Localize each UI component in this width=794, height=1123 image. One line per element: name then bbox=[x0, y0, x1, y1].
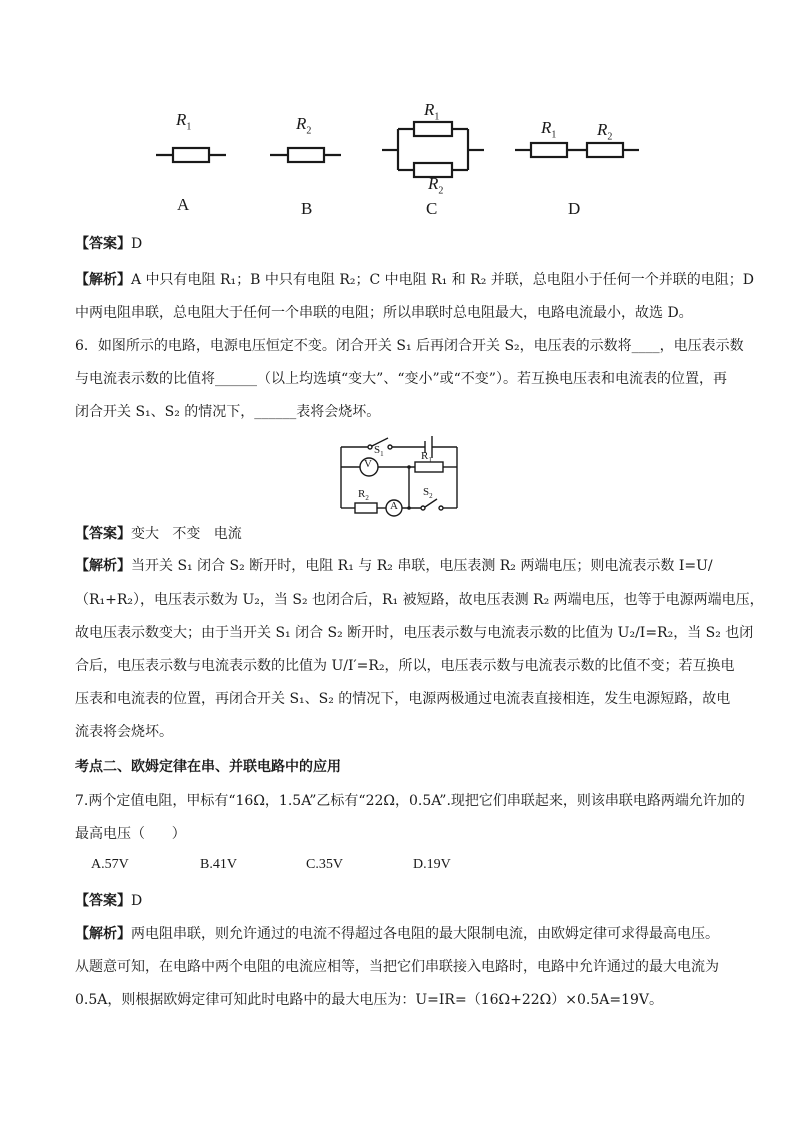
junction-dot bbox=[407, 465, 411, 469]
answer-tag: 【答案】 bbox=[75, 893, 131, 909]
option-label-a: A bbox=[177, 195, 190, 214]
answer-tag: 【答案】 bbox=[75, 526, 131, 542]
label-r2: $R_2$ bbox=[358, 488, 369, 503]
q7-analysis-line-1: 【解析】两电阻串联，则允许通过的电流不得超过各电阻的最大限制电流，由欧姆定律可求得最高电压。 bbox=[75, 926, 719, 942]
switch-s2-blade bbox=[425, 499, 437, 507]
s1-contact bbox=[388, 445, 392, 449]
label-s1: $S_1$ bbox=[374, 444, 384, 459]
q5-analysis-line-2: 中两电阻串联，总电阻大于任何一个串联的电阻；所以串联时总电阻最大，电路电流最小，故选 D。 bbox=[75, 305, 693, 321]
q7-analysis-line-2: 从题意可知，在电路中两个电阻的电流应相等，当把它们串联接入电路时，电路中允许通过的最大电流为 bbox=[75, 959, 719, 975]
q7-stem-line-1: 7.两个定值电阻，甲标有“16Ω，1.5A”乙标有“22Ω，0.5A”.现把它们串联起来，则该串联电路两端允许加的 bbox=[75, 793, 745, 809]
label-s2: $S_2$ bbox=[423, 486, 433, 501]
resistor-r2-b bbox=[288, 148, 324, 162]
q7-analysis-line-3: 0.5A，则根据欧姆定律可知此时电路中的最大电压为：U=IR=（16Ω+22Ω）×0.5A=19V。 bbox=[75, 992, 664, 1008]
q6-analysis-line-4: 合后，电压表示数与电流表示数的比值为 U/I′=R₂，所以，电压表示数与电流表示数的比值不变；若互换电 bbox=[75, 658, 735, 674]
q7-option-d: D.19V bbox=[413, 857, 451, 872]
q5-answer bbox=[75, 234, 723, 254]
analysis-tag: 【解析】 bbox=[75, 272, 131, 288]
q5-analysis-line-1: 【解析】A 中只有电阻 R₁；B 中只有电阻 R₂；C 中电阻 R₁ 和 R₂ 并联，总电阻小于任何一个并联的电阻；D bbox=[75, 272, 754, 288]
q6-stem-line-2: 与电流表示数的比值将______（以上均选填“变大”、“变小”或“不变”）。若互换电压表和电流表的位置，再 bbox=[75, 371, 727, 387]
answer-value: D bbox=[131, 893, 143, 909]
q6-analysis-line-5: 压表和电流表的位置，再闭合开关 S₁、S₂ 的情况下，电源两极通过电流表直接相连，发生电源短路，故电 bbox=[75, 691, 731, 707]
label-r2-c: $R_2$ bbox=[428, 174, 444, 197]
q6-answer bbox=[75, 524, 723, 544]
junction-dot bbox=[407, 506, 411, 510]
s2-contact bbox=[439, 506, 443, 510]
q7-answer bbox=[75, 891, 723, 911]
q6-stem-line-3: 闭合开关 S₁、S₂ 的情况下，______表将会烧坏。 bbox=[75, 404, 381, 420]
label-r2-b: $R_2$ bbox=[296, 114, 312, 137]
q7-option-a: A.57V bbox=[91, 857, 129, 872]
option-label-c: C bbox=[426, 199, 438, 218]
s2-contact bbox=[421, 506, 425, 510]
resistor-diagrams bbox=[0, 0, 794, 230]
analysis-tag: 【解析】 bbox=[75, 558, 131, 574]
label-r1: $R_1$ bbox=[421, 450, 432, 465]
analysis-tag: 【解析】 bbox=[75, 926, 131, 942]
q6-analysis-line-3: 故电压表示数变大；由于当开关 S₁ 闭合 S₂ 断开时，电压表示数与电流表示数的比值为 U₂/I=R₂，当 S₂ 也闭 bbox=[75, 625, 754, 641]
answer-value: 变大 不变 电流 bbox=[131, 526, 242, 542]
resistor-r2 bbox=[355, 503, 377, 513]
resistor-r1-d bbox=[531, 143, 567, 157]
option-label-b: B bbox=[301, 199, 313, 218]
label-r2-d: $R_2$ bbox=[597, 120, 613, 143]
answer-tag: 【答案】 bbox=[75, 236, 131, 252]
section-heading: 考点二、欧姆定律在串、并联电路中的应用 bbox=[75, 759, 341, 775]
q7-option-c: C.35V bbox=[306, 857, 343, 872]
resistor-r1-a bbox=[173, 148, 209, 162]
q6-analysis-line-1: 【解析】当开关 S₁ 闭合 S₂ 断开时，电阻 R₁ 与 R₂ 串联，电压表测 R₂ 两端电压；则电流表示数 I=U/ bbox=[75, 558, 713, 574]
voltmeter-symbol: V bbox=[364, 458, 372, 470]
q6-stem-line-1: 6．如图所示的电路，电源电压恒定不变。闭合开关 S₁ 后再闭合开关 S₂，电压表的示数将____，电压表示数 bbox=[75, 338, 744, 354]
answer-value: D bbox=[131, 236, 143, 252]
q6-analysis-line-6: 流表将会烧坏。 bbox=[75, 724, 173, 740]
q7-option-b: B.41V bbox=[200, 857, 237, 872]
label-r1-c: $R_1$ bbox=[424, 100, 440, 123]
label-r1-a: $R_1$ bbox=[176, 110, 192, 133]
option-label-d: D bbox=[568, 199, 581, 218]
label-r1-d: $R_1$ bbox=[541, 118, 557, 141]
resistor-r1-c bbox=[414, 122, 452, 136]
q6-analysis-line-2: （R₁+R₂），电压表示数为 U₂，当 S₂ 也闭合后，R₁ 被短路，故电压表测 R₂ 两端电压，也等于电源两端电压， bbox=[75, 592, 764, 608]
ammeter-symbol: A bbox=[390, 500, 398, 512]
resistor-r2-d bbox=[587, 143, 623, 157]
q7-stem-line-2: 最高电压（ ） bbox=[75, 826, 186, 842]
s1-contact bbox=[368, 445, 372, 449]
